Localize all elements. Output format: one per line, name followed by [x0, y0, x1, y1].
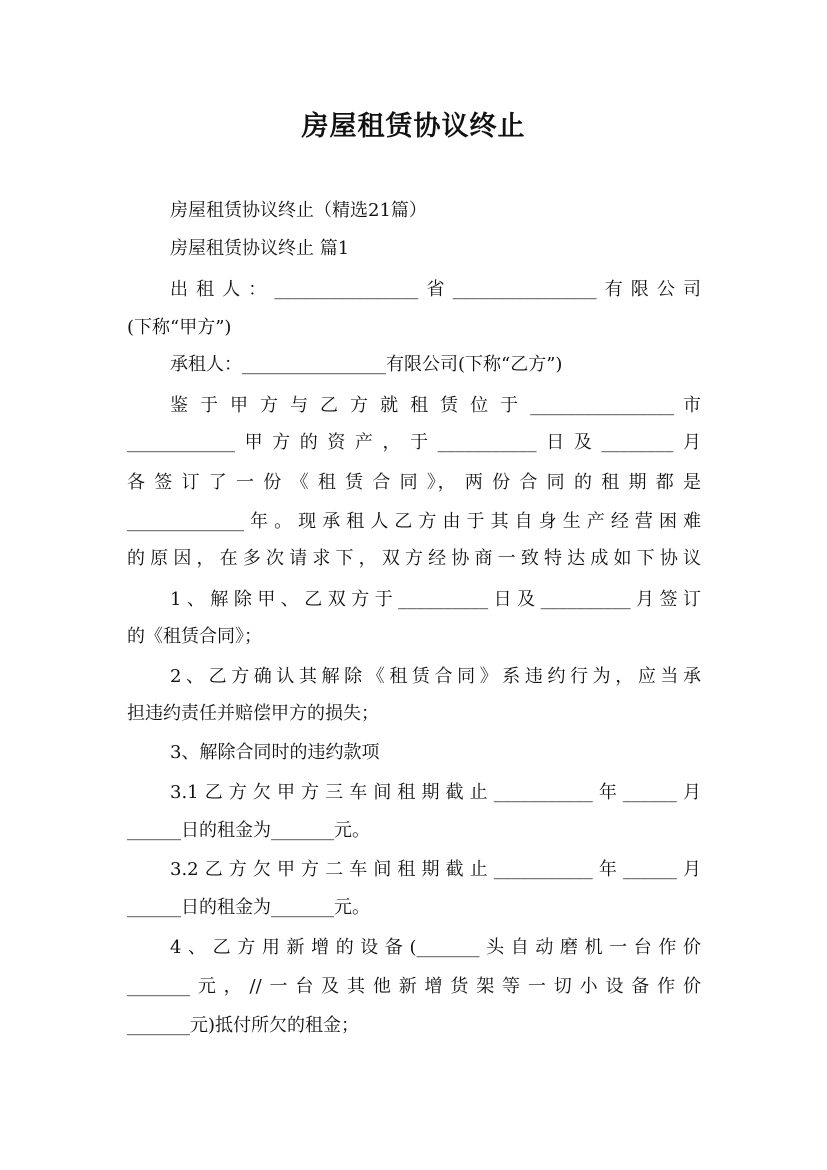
text-line: 承租人：________________有限公司(下称“乙方”)	[170, 354, 563, 375]
text-line: 3.1乙方欠甲方三车间租期截止___________年______月	[170, 782, 701, 803]
text-line: (下称“甲方”)	[127, 317, 232, 338]
text-line: 3、解除合同时的违约款项	[170, 742, 380, 763]
text-line: 4、乙方用新增的设备(_______头自动磨机一台作价	[170, 937, 701, 958]
text-line: 2、乙方确认其解除《租赁合同》系违约行为，应当承	[170, 666, 701, 687]
text-line: 房屋租赁协议终止（精选21篇）	[170, 200, 427, 221]
text-line: ____________甲方的资产，于___________日及________月	[127, 432, 701, 453]
text-line: 房屋租赁协议终止 篇1	[170, 238, 350, 259]
text-line: 担违约责任并赔偿甲方的损失；	[127, 703, 379, 724]
text-line: 各 签 订 了 一 份 《 租 赁 合 同 》， 两 份 合 同 的 租 期 都 是	[127, 472, 701, 493]
text-line: _______元，//一台及其他新增货架等一切小设备作价	[127, 976, 701, 997]
text-line: 3.2乙方欠甲方二车间租期截止___________年______月	[170, 859, 701, 880]
text-line: 的《租赁合同》；	[127, 626, 262, 647]
text-line: 1、解除甲、乙双方于__________日及__________月签订	[170, 589, 701, 610]
document-title: 房屋租赁协议终止	[301, 111, 526, 142]
text-line: ______日的租金为_______元。	[127, 897, 370, 918]
text-line: _______元)抵付所欠的租金；	[127, 1015, 360, 1036]
text-line: 出租人：________________省________________有限公司	[170, 279, 701, 300]
text-line: 鉴 于 甲 方 与 乙 方 就 租 赁 位 于 ________________ 市	[170, 395, 701, 416]
text-line: ______日的租金为_______元。	[127, 820, 370, 841]
text-line: 的原因，在多次请求下，双方经协商一致特达成如下协议	[127, 548, 701, 569]
text-line: _____________年。现承租人乙方由于其自身生产经营困难	[127, 511, 701, 532]
